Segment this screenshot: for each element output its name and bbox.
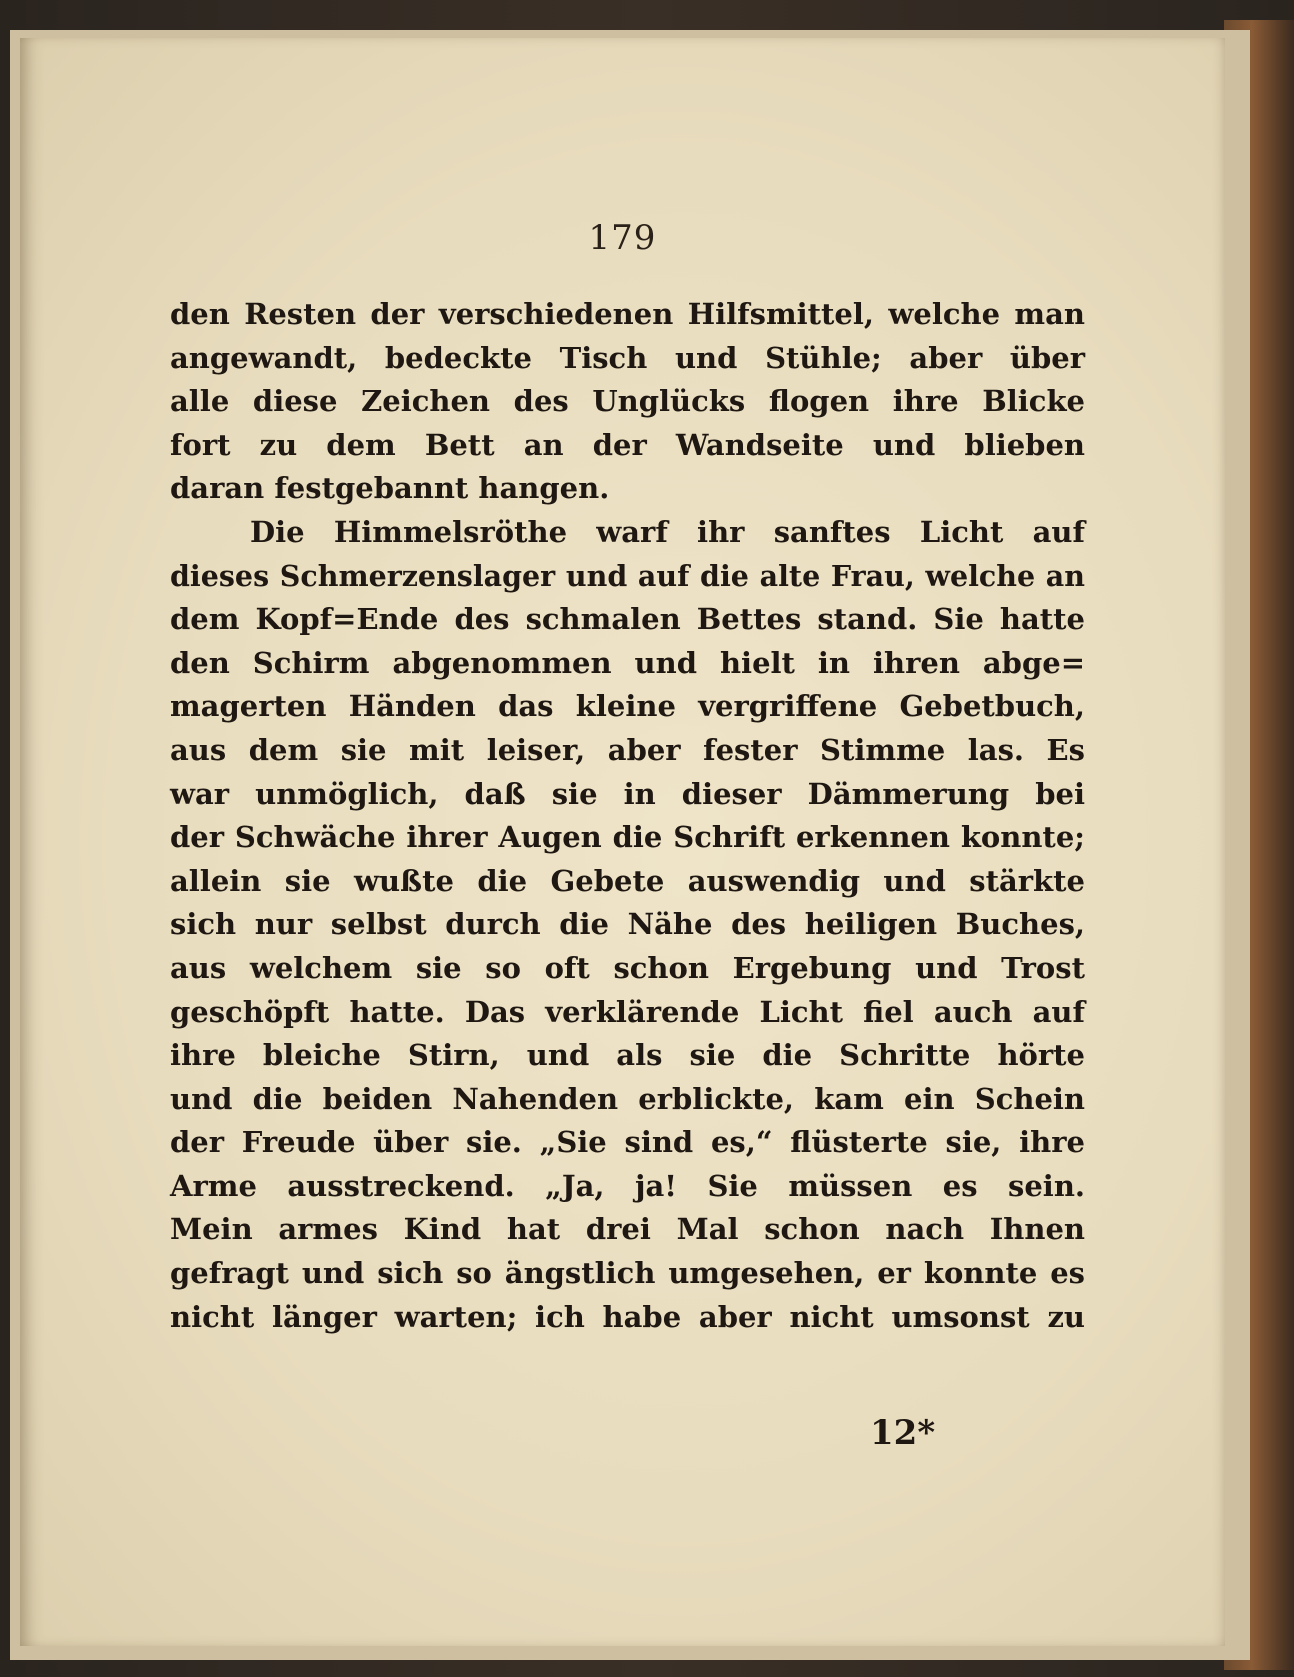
book-page	[20, 38, 1225, 1646]
text-line: daran festgebannt hangen.	[170, 471, 610, 506]
text-line: geschöpft hatte. Das verklärende Licht fiel auch auf	[170, 994, 1085, 1029]
text-line: dieses Schmerzenslager und auf die alte Frau, welche an	[170, 558, 1085, 593]
text-line: sich nur selbst durch die Nähe des heiligen Buches,	[170, 907, 1085, 942]
text-line: der Freude über sie. „Sie sind es,“ flüsterte sie, ihre	[170, 1125, 1085, 1160]
text-line: Mein armes Kind hat drei Mal schon nach Ihnen	[170, 1212, 1085, 1247]
text-line: den Resten der verschiedenen Hilfsmittel, welche man	[170, 297, 1085, 331]
page-body-text	[170, 293, 1085, 1339]
text-line: angewandt, bedeckte Tisch und Stühle; aber über	[170, 340, 1085, 375]
signature-mark: 12*	[870, 1413, 936, 1453]
text-line: fort zu dem Bett an der Wandseite und blieben	[170, 427, 1085, 462]
text-line: aus dem sie mit leiser, aber fester Stimme las. Es	[170, 732, 1085, 767]
text-line: gefragt und sich so ängstlich umgesehen, er konnte es	[170, 1256, 1085, 1291]
text-line: und die beiden Nahenden erblickte, kam ein Schein	[170, 1081, 1085, 1116]
text-line: der Schwäche ihrer Augen die Schrift erkennen konnte;	[170, 820, 1085, 855]
text-line: magerten Händen das kleine vergriffene Gebetbuch,	[170, 689, 1085, 724]
page-number: 179	[588, 218, 657, 258]
text-line: den Schirm abgenommen und hielt in ihren abge=	[170, 645, 1085, 680]
text-line: allein sie wußte die Gebete auswendig und stärkte	[170, 863, 1085, 898]
text-line: ihre bleiche Stirn, und als sie die Schritte hörte	[170, 1038, 1085, 1073]
text-line: war unmöglich, daß sie in dieser Dämmerung bei	[170, 776, 1085, 811]
text-line: Die Himmelsröthe warf ihr sanftes Licht auf	[250, 514, 1085, 549]
text-line: alle diese Zeichen des Unglücks flogen ihre Blicke	[170, 384, 1085, 419]
text-line: aus welchem sie so oft schon Ergebung und Trost	[170, 950, 1085, 985]
text-line: dem Kopf=Ende des schmalen Bettes stand. Sie hatte	[170, 602, 1085, 637]
text-line: Arme ausstreckend. „Ja, ja! Sie müssen es sein.	[170, 1168, 1085, 1203]
text-line: nicht länger warten; ich habe aber nicht umsonst zu	[170, 1299, 1085, 1334]
